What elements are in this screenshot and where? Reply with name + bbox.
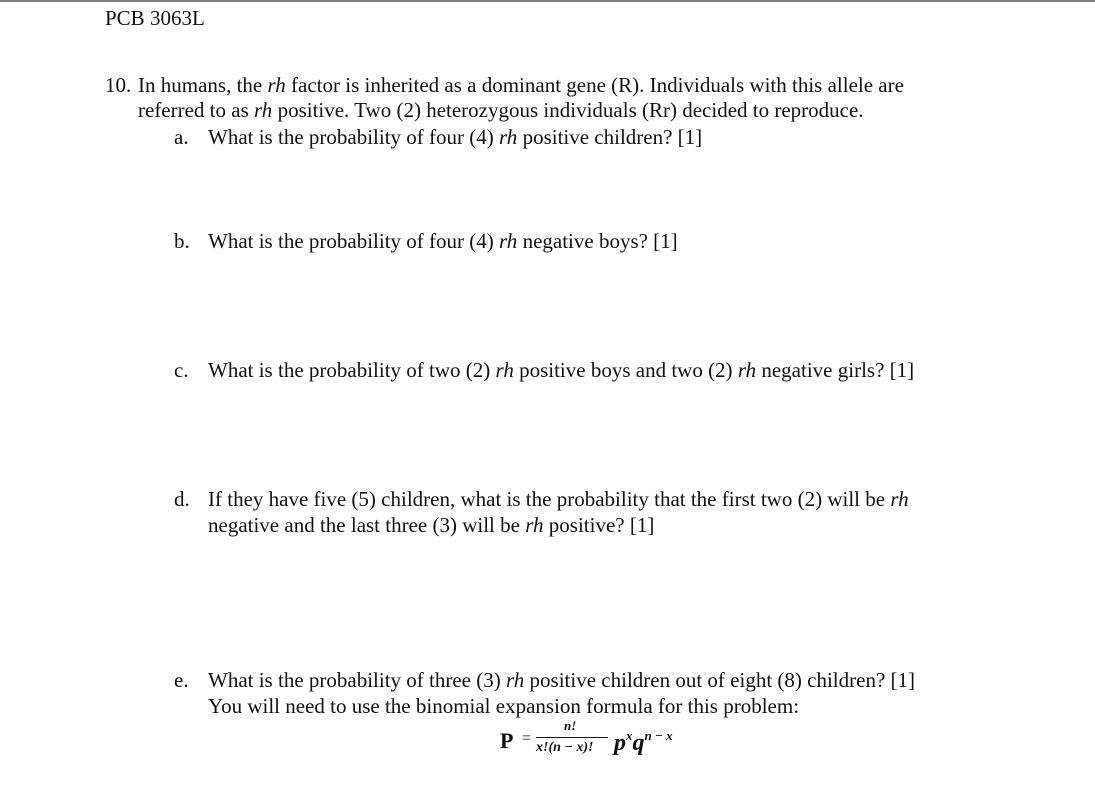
formula-lhs: P <box>500 728 514 753</box>
part-d-text-line-2: negative and the last three (3) will be rh positive? [1] <box>208 513 655 537</box>
formula-powers: $p^xq^{n - x}$ <box>614 728 673 756</box>
part-a-letter: a. <box>174 125 189 149</box>
part-b-letter: b. <box>174 229 190 253</box>
part-e-text-line-2: You will need to use the binomial expansion formula for this problem: <box>208 694 800 718</box>
question-intro-line-2: referred to as rh positive. Two (2) heterozygous individuals (Rr) decided to reproduce. <box>138 98 864 122</box>
formula-denominator: x!(n − x)! <box>536 740 594 755</box>
formula-equals: = <box>522 730 532 747</box>
course-code: PCB 3063L <box>105 6 205 30</box>
part-a-text: What is the probability of four (4) rh positive children? [1] <box>208 125 703 149</box>
part-c-letter: c. <box>174 358 189 382</box>
part-e-text-line-1: What is the probability of three (3) rh positive children out of eight (8) children? [1] <box>208 668 916 692</box>
formula-fraction-bar <box>536 737 608 738</box>
question-intro-line-1: In humans, the rh factor is inherited as a dominant gene (R). Individuals with this allele are <box>138 73 904 97</box>
part-e-letter: e. <box>174 668 189 692</box>
formula-numerator: n! <box>564 718 577 733</box>
part-b-text: What is the probability of four (4) rh negative boys? [1] <box>208 229 678 253</box>
part-c-text: What is the probability of two (2) rh positive boys and two (2) rh negative girls? [1] <box>208 358 915 382</box>
top-border-line <box>0 0 1095 2</box>
question-number: 10. <box>105 73 132 97</box>
part-d-text-line-1: If they have five (5) children, what is the probability that the first two (2) will be rh <box>208 487 909 511</box>
binomial-formula <box>500 718 740 768</box>
part-d-letter: d. <box>174 487 190 511</box>
